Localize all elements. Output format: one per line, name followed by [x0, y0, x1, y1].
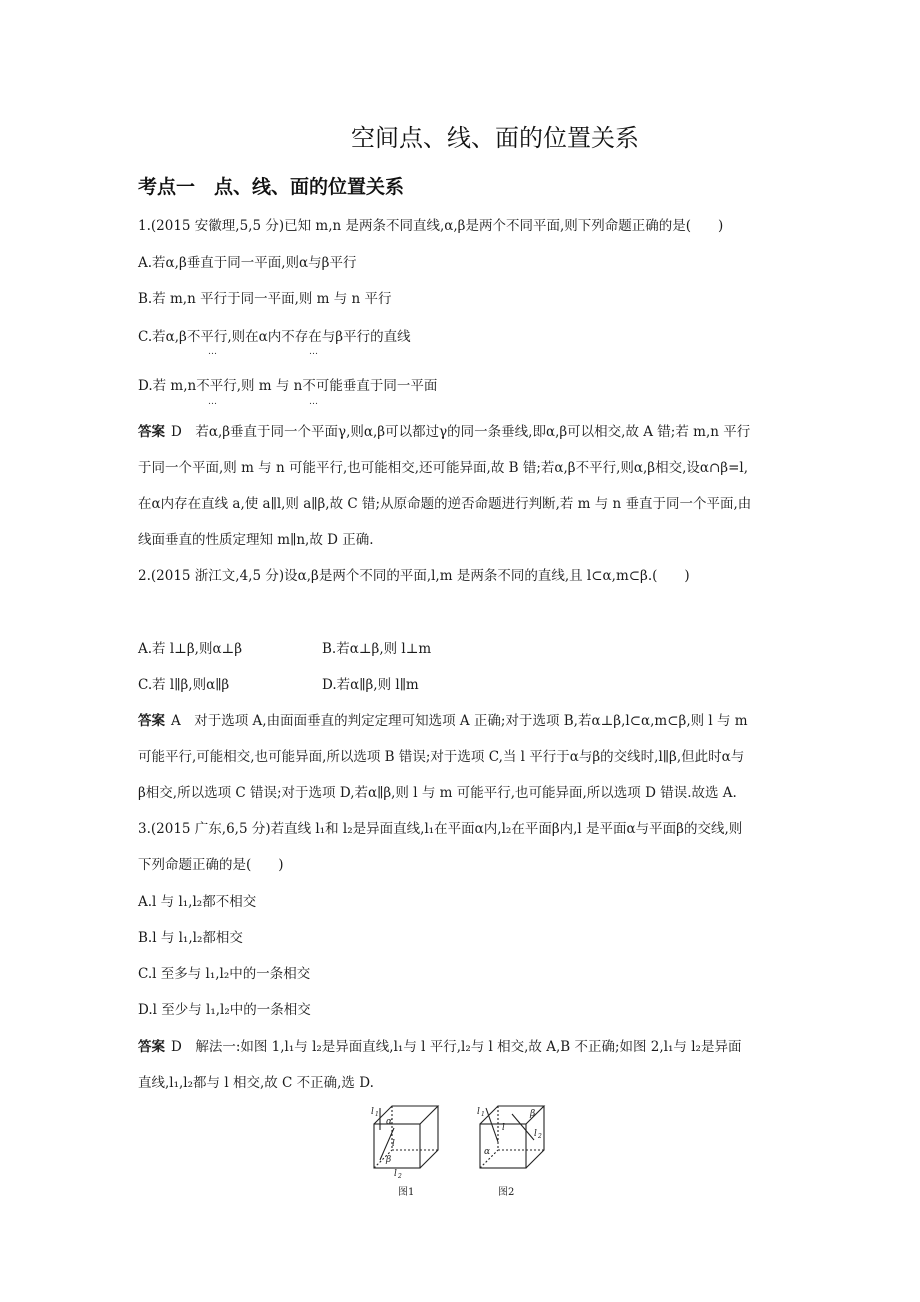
emphasis-mark: … — [309, 397, 318, 407]
q2-answer-text: A 对于选项 A,由面面垂直的判定定理可知选项 A 正确;对于选项 B,若α⊥β,l⊂α,m⊂β,则 l 与 m — [171, 713, 748, 729]
line-l1 — [486, 1108, 498, 1142]
label-l2-sub: 2 — [538, 1133, 542, 1140]
label-l2-sub: 2 — [398, 1173, 402, 1180]
answer-label: 答案 — [138, 1039, 165, 1055]
q3-stem-line-2: 下列命题正确的是( ) — [138, 857, 284, 873]
label-l1-sub: 1 — [375, 1111, 379, 1118]
q1-stem: 1.(2015 安徽理,5,5 分)已知 m,n 是两条不同直线,α,β是两个不同平面,则下列命题正确的是( ) — [138, 218, 724, 234]
label-beta: β — [386, 1155, 392, 1165]
q3-answer-line-2: 直线,l₁,l₂都与 l 相交,故 C 不正确,选 D. — [138, 1075, 374, 1091]
answer-label: 答案 — [138, 713, 165, 729]
q1-option-b: B.若 m,n 平行于同一平面,则 m 与 n 平行 — [138, 291, 392, 307]
cube-top-edges — [374, 1106, 438, 1124]
label-l1-sub: 1 — [481, 1111, 485, 1118]
q1-option-a: A.若α,β垂直于同一平面,则α与β平行 — [138, 255, 357, 271]
q2-option-b: B.若α⊥β,则 l⊥m — [322, 641, 432, 657]
emphasis-mark: … — [208, 347, 217, 357]
q2-stem: 2.(2015 浙江文,4,5 分)设α,β是两个不同的平面,l,m 是两条不同的直线,且 l⊂α,m⊂β.( ) — [138, 568, 690, 584]
q3-option-d: D.l 至少与 l₁,l₂中的一条相交 — [138, 1002, 311, 1018]
q3-answer-text: D 解法一:如图 1,l₁与 l₂是异面直线,l₁与 l 平行,l₂与 l 相交,故 A,B 不正确;如图 2,l₁与 l₂是异面 — [171, 1039, 742, 1055]
q1-answer-line-4: 线面垂直的性质定理知 m∥n,故 D 正确. — [138, 532, 374, 548]
emphasis-mark: … — [309, 347, 318, 357]
answer-label: 答案 — [138, 424, 165, 440]
q1-option-d: D.若 m,n不平行,则 m 与 n不可能垂直于同一平面 — [138, 378, 438, 394]
emphasis-mark: … — [208, 397, 217, 407]
q1-answer-line-2: 于同一个平面,则 m 与 n 可能平行,也可能相交,还可能异面,故 B 错;若α,β不平行,则α,β相交,设α∩β=l, — [138, 460, 749, 476]
label-l1: l — [477, 1107, 480, 1117]
q2-answer-line-2: 可能平行,可能相交,也可能异面,所以选项 B 错误;对于选项 C,当 l 平行于α与β的交线时,l∥β,但此时α与 — [138, 749, 745, 765]
q3-answer — [138, 1038, 741, 1056]
page-title: 空间点、线、面的位置关系 — [351, 124, 639, 152]
figure-1-cube — [366, 1100, 446, 1180]
label-beta: β — [530, 1109, 536, 1119]
q3-option-a: A.l 与 l₁,l₂都不相交 — [138, 894, 257, 910]
label-l1: l — [371, 1107, 374, 1117]
q1-option-c: C.若α,β不平行,则在α内不存在与β平行的直线 — [138, 329, 411, 345]
q1-answer-text: D 若α,β垂直于同一个平面γ,则α,β可以都过γ的同一条垂线,即α,β可以相交,故 A 错;若 m,n 平行 — [171, 424, 751, 440]
q3-option-c: C.l 至多与 l₁,l₂中的一条相交 — [138, 966, 311, 982]
figure-1-caption: 图1 — [398, 1187, 415, 1198]
label-l2: l — [534, 1129, 537, 1139]
q2-option-a: A.若 l⊥β,则α⊥β — [138, 641, 243, 657]
label-l2: l — [394, 1169, 397, 1179]
q3-option-b: B.l 与 l₁,l₂都相交 — [138, 930, 243, 946]
section-heading: 考点一 点、线、面的位置关系 — [138, 176, 405, 198]
label-l: l — [502, 1123, 505, 1133]
label-l: l — [392, 1139, 395, 1149]
label-alpha: α — [386, 1117, 393, 1127]
label-alpha: α — [484, 1147, 491, 1157]
q1-answer — [138, 423, 750, 441]
q1-answer-line-3: 在α内存在直线 a,使 a∥l,则 a∥β,故 C 错;从原命题的逆否命题进行判断,若 m 与 n 垂直于同一个平面,由 — [138, 496, 752, 512]
q2-option-c: C.若 l∥β,则α∥β — [138, 677, 230, 693]
figure-2-cube — [472, 1100, 552, 1180]
q2-answer — [138, 712, 748, 730]
q2-answer-line-3: β相交,所以选项 C 错误;对于选项 D,若α∥β,则 l 与 m 可能平行,也可能异面,所以选项 D 错误.故选 A. — [138, 785, 737, 801]
q2-option-d: D.若α∥β,则 l∥m — [322, 677, 419, 693]
q3-stem: 3.(2015 广东,6,5 分)若直线 l₁和 l₂是异面直线,l₁在平面α内,l₂在平面β内,l 是平面α与平面β的交线,则 — [138, 821, 743, 837]
figure-2-caption: 图2 — [498, 1187, 515, 1198]
